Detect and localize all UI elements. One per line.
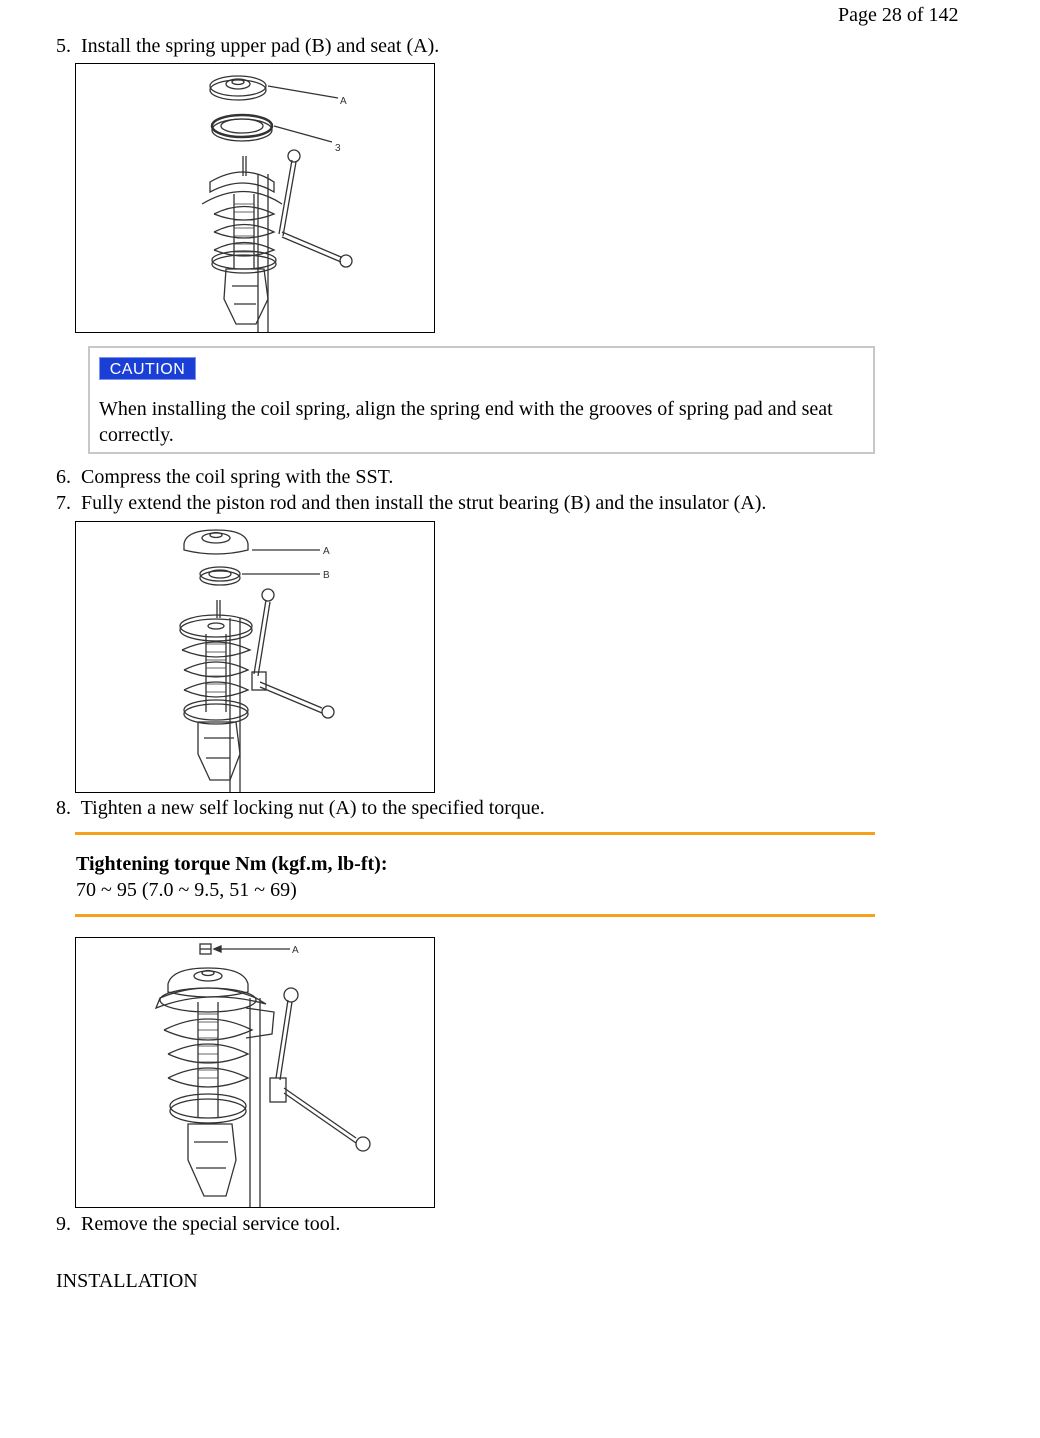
step-number: 9. <box>56 1213 71 1235</box>
step-number: 7. <box>56 492 71 514</box>
callout-label: A <box>323 546 330 557</box>
step-text: Remove the special service tool. <box>81 1213 341 1235</box>
figure-self-locking-nut <box>75 937 435 1208</box>
spec-rule-top <box>75 832 875 835</box>
figure-strut-bearing-insulator <box>75 521 435 793</box>
step-text: Tighten a new self locking nut (A) to the specified torque. <box>80 797 545 819</box>
spec-rule-bottom <box>75 914 875 917</box>
step-9 <box>56 1211 340 1237</box>
spec-value: 70 ~ 95 (7.0 ~ 9.5, 51 ~ 69) <box>76 879 297 901</box>
caution-text: When installing the coil spring, align the spring end with the grooves of spring pad and seat correctly. <box>99 398 833 446</box>
step-text: Fully extend the piston rod and then install the strut bearing (B) and the insulator (A). <box>81 492 767 514</box>
page-number: Page 28 of 142 <box>838 4 959 26</box>
step-6 <box>56 464 393 490</box>
step-8 <box>56 795 545 821</box>
section-heading: INSTALLATION <box>56 1270 198 1292</box>
strut-diagram-1 <box>76 64 434 332</box>
callout-label: 3 <box>335 143 341 154</box>
spec-label: Tightening torque Nm (kgf.m, lb-ft): <box>76 853 388 875</box>
step-7 <box>56 490 766 516</box>
step-number: 8. <box>56 797 71 819</box>
step-text: Compress the coil spring with the SST. <box>81 466 394 488</box>
caution-box <box>88 346 875 454</box>
step-number: 5. <box>56 35 71 57</box>
strut-diagram-3 <box>76 938 434 1207</box>
step-5 <box>56 33 439 59</box>
strut-diagram-2 <box>76 522 434 792</box>
step-text: Install the spring upper pad (B) and seat (A). <box>81 35 440 57</box>
callout-label: A <box>340 96 347 107</box>
callout-label: A <box>292 945 299 956</box>
caution-badge: CAUTION <box>99 357 196 380</box>
step-number: 6. <box>56 466 71 488</box>
callout-label: B <box>323 570 330 581</box>
figure-spring-pad-seat <box>75 63 435 333</box>
